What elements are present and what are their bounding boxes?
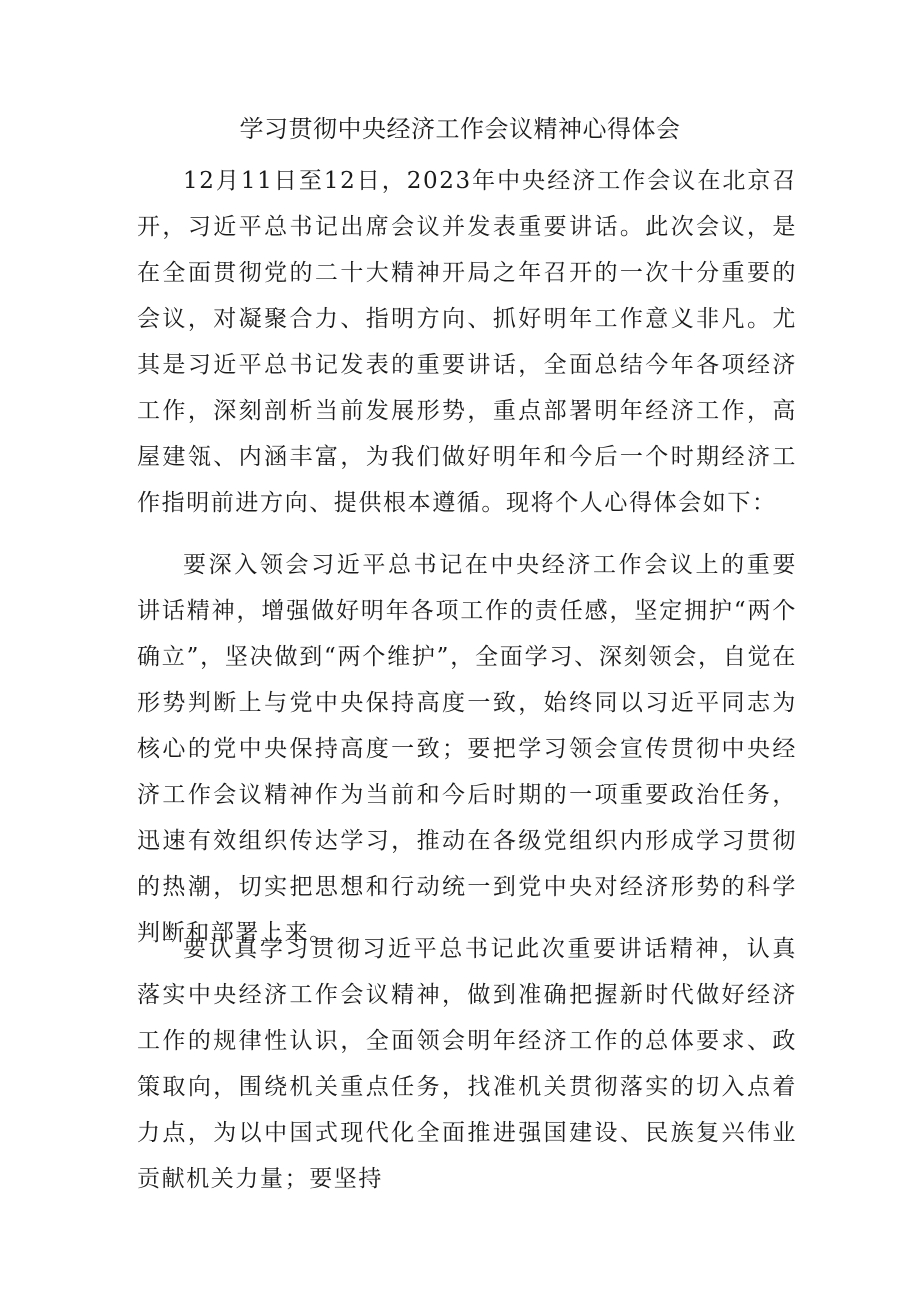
body-paragraph-1: 12月11日至12日，2023年中央经济工作会议在北京召开，习近平总书记出席会议并发表重要讲话。此次会议，是在全面贯彻党的二十大精神开局之年召开的一次十分重要的会议，对凝聚合力、指明方向、抓好明年工作意义非凡。尤其是习近平总书记发表的重要讲话，全面总结今年各项经济工作，深刻剖析当前发展形势，重点部署明年经济工作，高屋建瓴、内涵丰富，为我们做好明年和今后一个时期经济工作指明前进方向、提供根本遵循。现将个人心得体会如下： [137,168,797,516]
body-paragraph-2: 要深入领会习近平总书记在中央经济工作会议上的重要讲话精神，增强做好明年各项工作的责任感，坚定拥护“两个确立”，坚决做到“两个维护”，全面学习、深刻领会，自觉在形势判断上与党中央保持高度一致，始终同以习近平同志为核心的党中央保持高度一致；要把学习领会宣传贯彻中央经济工作会议精神作为当前和今后时期的一项重要政治任务，迅速有效组织传达学习，推动在各级党组织内形成学习贯彻的热潮，切实把思想和行动统一到党中央对经济形势的科学判断和部署上来。 [137,552,797,946]
document-title: 学习贯彻中央经济工作会议精神心得体会 [239,115,681,143]
body-paragraph-3: 要认真学习贯彻习近平总书记此次重要讲话精神，认真落实中央经济工作会议精神，做到准确把握新时代做好经济工作的规律性认识，全面领会明年经济工作的总体要求、政策取向，围绕机关重点任务，找准机关贯彻落实的切入点着力点，为以中国式现代化全面推进强国建设、民族复兴伟业贡献机关力量；要坚持 [137,936,797,1192]
